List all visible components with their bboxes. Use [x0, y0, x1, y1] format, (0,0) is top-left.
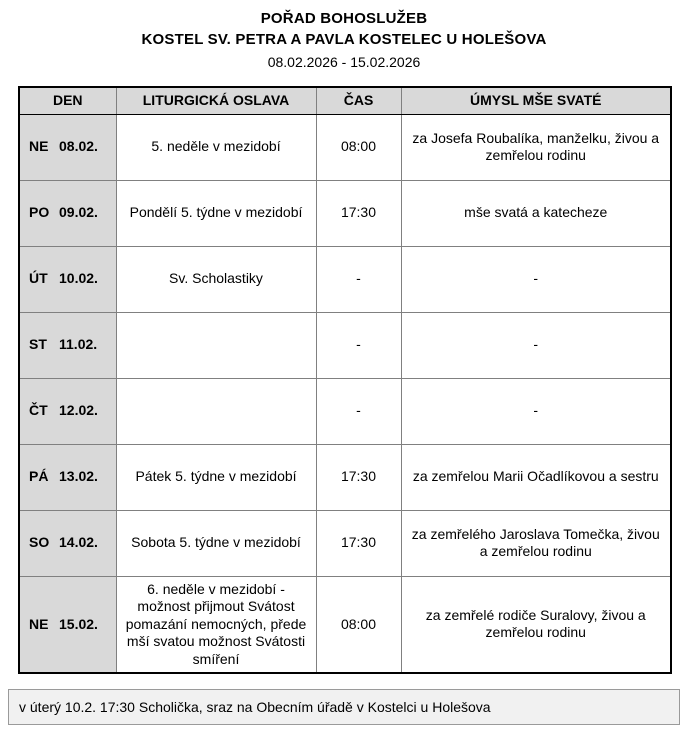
celebration-cell	[116, 378, 316, 444]
time-cell: 08:00	[316, 576, 401, 673]
celebration-cell: 5. neděle v mezidobí	[116, 114, 316, 180]
table-row	[19, 114, 671, 180]
intention-cell: -	[401, 312, 671, 378]
day-cell	[19, 246, 116, 312]
day-cell	[19, 576, 116, 673]
page-subtitle: KOSTEL SV. PETRA A PAVLA KOSTELEC U HOLEŠOVA	[141, 31, 547, 48]
day-date: 11.02.	[59, 336, 98, 353]
day-abbr: ST	[29, 336, 47, 353]
col-header-cas: ČAS	[316, 87, 401, 114]
celebration-cell	[116, 312, 316, 378]
time-cell: -	[316, 312, 401, 378]
intention-cell: -	[401, 378, 671, 444]
time-cell: 17:30	[316, 180, 401, 246]
day-cell	[19, 444, 116, 510]
table-row	[19, 510, 671, 576]
intention-cell: mše svatá a katecheze	[401, 180, 671, 246]
intention-cell: za zemřelé rodiče Suralovy, živou a zemřelou rodinu	[401, 576, 671, 673]
table-row	[19, 246, 671, 312]
col-header-liturgicka-oslava: LITURGICKÁ OSLAVA	[116, 87, 316, 114]
day-abbr: ÚT	[29, 270, 48, 287]
page-title: POŘAD BOHOSLUŽEB	[260, 10, 428, 27]
day-cell	[19, 180, 116, 246]
intention-cell: -	[401, 246, 671, 312]
day-date: 15.02.	[59, 615, 98, 632]
celebration-cell: Sobota 5. týdne v mezidobí	[116, 510, 316, 576]
day-date: 10.02.	[59, 270, 98, 287]
day-cell	[19, 312, 116, 378]
time-cell: 17:30	[316, 510, 401, 576]
col-header-umysl: ÚMYSL MŠE SVATÉ	[401, 87, 671, 114]
time-cell: -	[316, 378, 401, 444]
date-range: 08.02.2026 - 15.02.2026	[267, 54, 421, 70]
day-abbr: SO	[29, 534, 50, 551]
day-date: 08.02.	[59, 138, 98, 155]
time-cell: -	[316, 246, 401, 312]
day-date: 09.02.	[59, 204, 98, 221]
table-row	[19, 312, 671, 378]
table-row	[19, 576, 671, 673]
intention-cell: za zemřelého Jaroslava Tomečka, živou a zemřelou rodinu	[401, 510, 671, 576]
table-row	[19, 180, 671, 246]
day-abbr: ČT	[29, 402, 48, 419]
celebration-cell: Pátek 5. týdne v mezidobí	[116, 444, 316, 510]
time-cell: 08:00	[316, 114, 401, 180]
day-abbr: NE	[29, 138, 49, 155]
day-abbr: NE	[29, 615, 49, 632]
col-header-den: DEN	[19, 87, 116, 114]
table-row	[19, 378, 671, 444]
day-cell	[19, 378, 116, 444]
table-row	[19, 444, 671, 510]
intention-cell: za Josefa Roubalíka, manželku, živou a zemřelou rodinu	[401, 114, 671, 180]
celebration-cell: Sv. Scholastiky	[116, 246, 316, 312]
day-abbr: PÁ	[29, 468, 49, 485]
day-date: 12.02.	[59, 402, 98, 419]
celebration-cell: 6. neděle v mezidobí - možnost přijmout Svátost pomazání nemocných, přede mší svatou možnost Svátosti smíření	[116, 576, 316, 673]
day-abbr: PO	[29, 204, 50, 221]
footer-note: v úterý 10.2. 17:30 Scholička, sraz na Obecním úřadě v Kostelci u Holešova	[8, 689, 680, 725]
time-cell: 17:30	[316, 444, 401, 510]
table-header	[19, 87, 671, 114]
day-date: 14.02.	[59, 534, 98, 551]
schedule-table	[18, 86, 672, 674]
day-date: 13.02.	[59, 468, 98, 485]
day-cell	[19, 510, 116, 576]
intention-cell: za zemřelou Marii Očadlíkovou a sestru	[401, 444, 671, 510]
document-header	[18, 10, 670, 70]
celebration-cell: Pondělí 5. týdne v mezidobí	[116, 180, 316, 246]
day-cell	[19, 114, 116, 180]
